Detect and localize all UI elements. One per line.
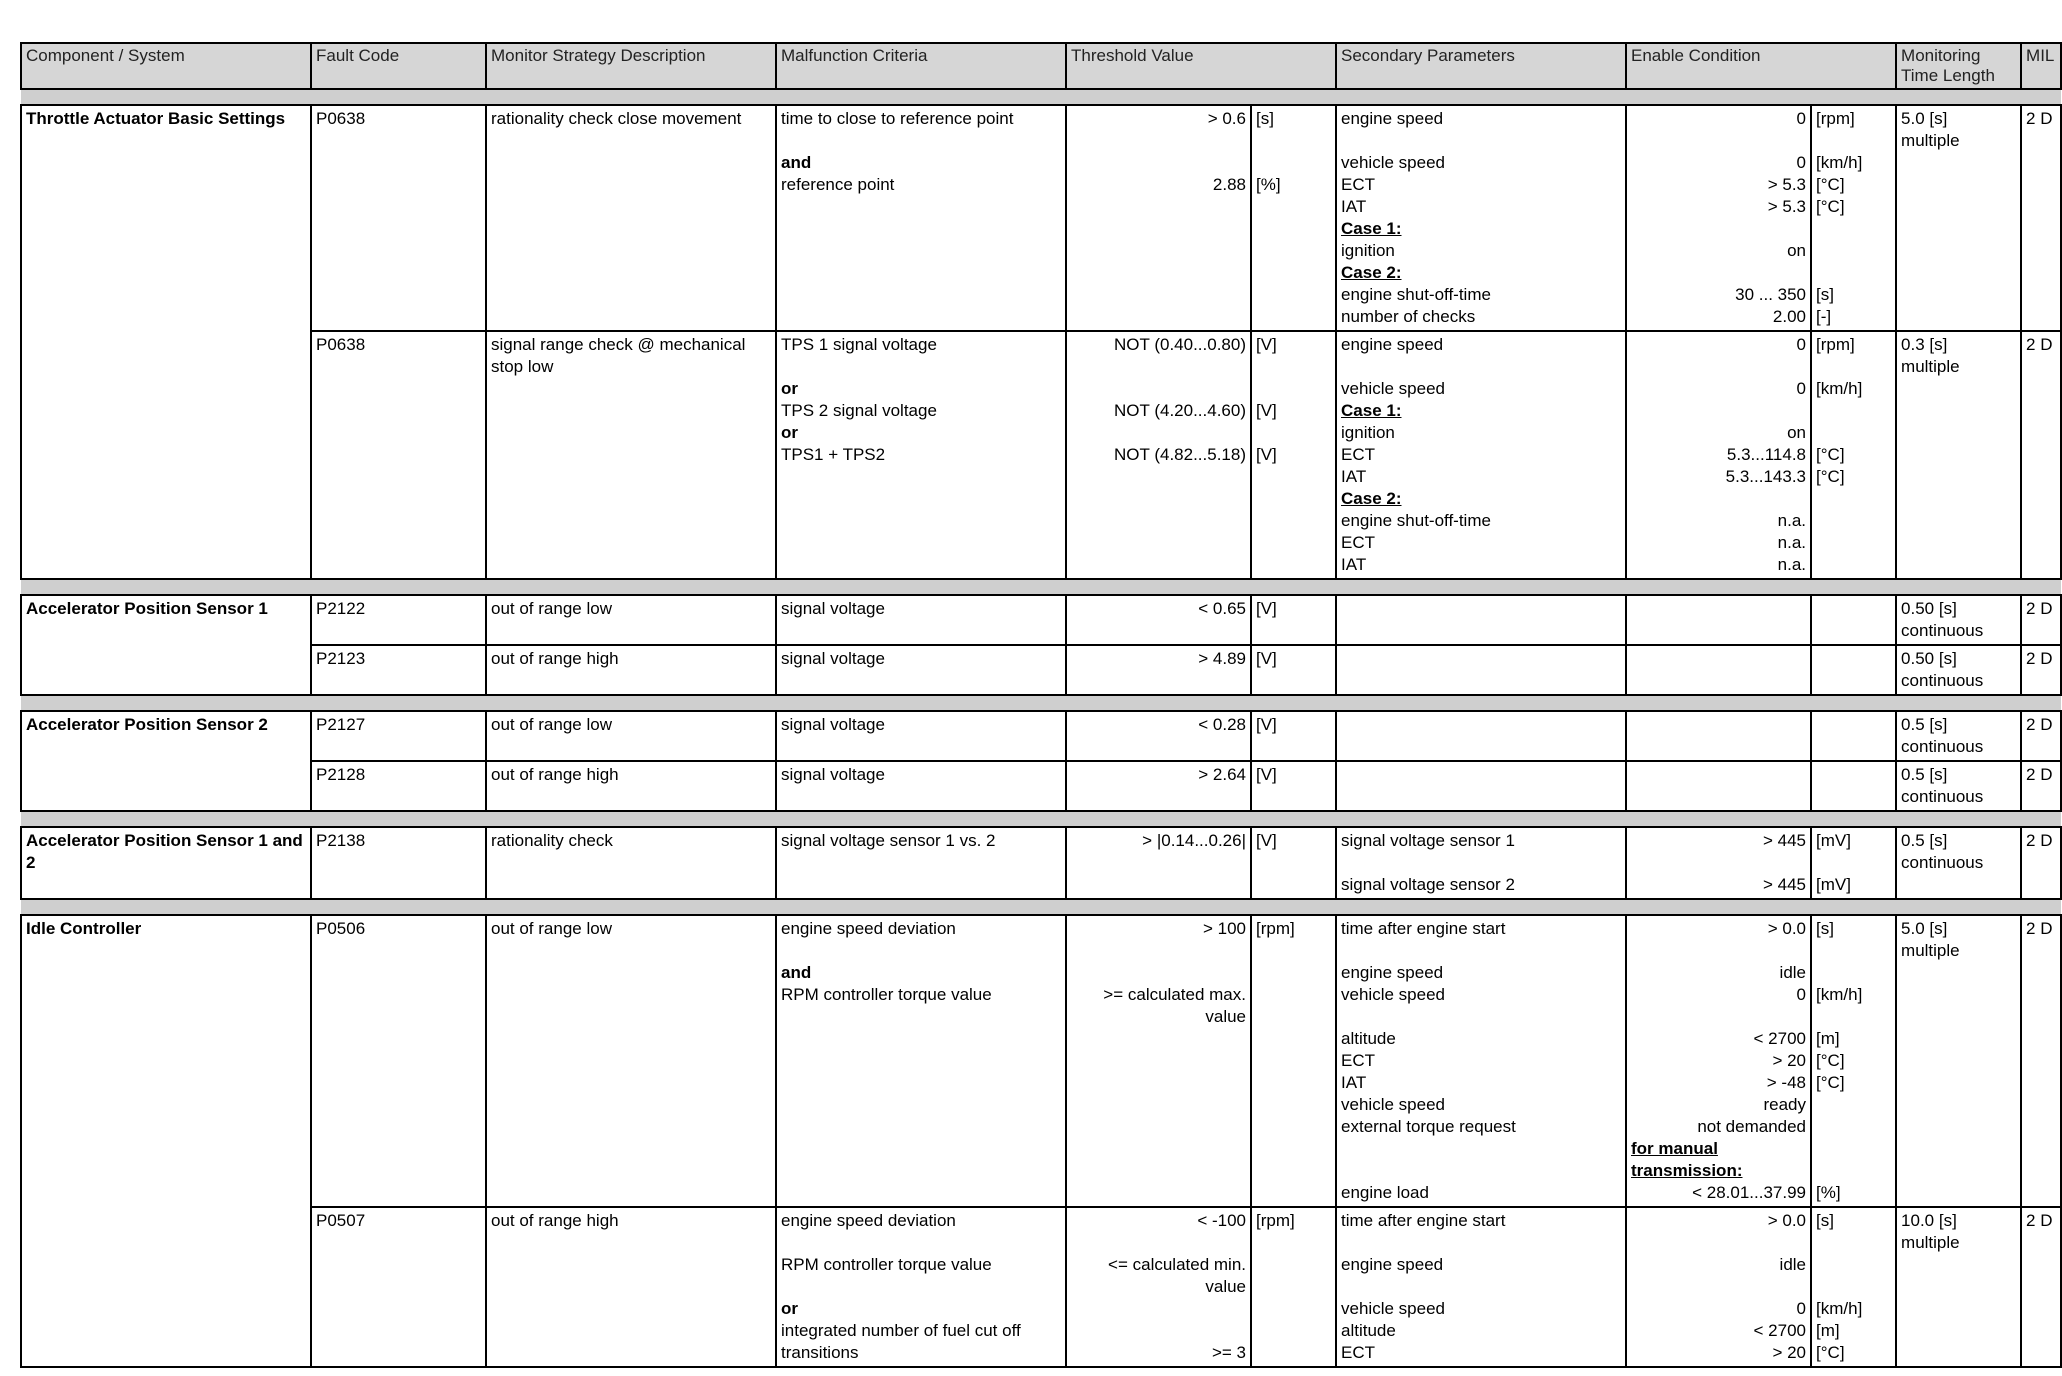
fault-code: P0506 [311, 915, 486, 1207]
mil-value: 2 D [2021, 331, 2061, 579]
malfunction-criteria: time to close to reference point and reference point [776, 105, 1066, 331]
separator [21, 89, 2061, 105]
threshold-value: < 0.65 [1066, 595, 1251, 645]
component-name: Throttle Actuator Basic Settings [21, 105, 311, 579]
obd-monitor-table [20, 42, 2062, 1368]
threshold-value: > 100 >= calculated max. value [1066, 915, 1251, 1207]
monitor-description: out of range high [486, 761, 776, 811]
component-name: Idle Controller [21, 915, 311, 1367]
table-row [21, 761, 2061, 811]
enable-condition [1626, 761, 1811, 811]
enable-unit: [rpm] [km/h] [°C] [°C] [s] [-] [1811, 105, 1896, 331]
separator [21, 579, 2061, 595]
secondary-parameters: engine speed vehicle speed Case 1: ignition ECT IAT Case 2: engine shut-off-time ECT IAT [1336, 331, 1626, 579]
monitoring-time: 5.0 [s] multiple [1896, 915, 2021, 1207]
monitoring-time: 0.3 [s] multiple [1896, 331, 2021, 579]
secondary-parameters [1336, 711, 1626, 761]
threshold-value: < 0.28 [1066, 711, 1251, 761]
header-enable: Enable Condition [1626, 43, 1896, 89]
threshold-unit: [s] [%] [1251, 105, 1336, 331]
enable-unit: [rpm] [km/h] [°C] [°C] [1811, 331, 1896, 579]
malfunction-criteria: signal voltage [776, 645, 1066, 695]
table-row [21, 645, 2061, 695]
enable-unit [1811, 595, 1896, 645]
fault-code: P0638 [311, 105, 486, 331]
secondary-parameters [1336, 595, 1626, 645]
secondary-parameters [1336, 761, 1626, 811]
monitoring-time: 10.0 [s] multiple [1896, 1207, 2021, 1367]
separator [21, 899, 2061, 915]
enable-unit [1811, 645, 1896, 695]
mil-value: 2 D [2021, 105, 2061, 331]
header-fault-code: Fault Code [311, 43, 486, 89]
fault-code: P2138 [311, 827, 486, 899]
monitoring-time: 0.5 [s] continuous [1896, 827, 2021, 899]
enable-condition [1626, 711, 1811, 761]
threshold-unit: [V] [1251, 761, 1336, 811]
table-row [21, 1207, 2061, 1367]
fault-code: P0638 [311, 331, 486, 579]
component-name: Accelerator Position Sensor 1 [21, 595, 311, 695]
malfunction-criteria: signal voltage [776, 711, 1066, 761]
monitor-description: rationality check close movement [486, 105, 776, 331]
monitor-description: out of range low [486, 915, 776, 1207]
monitoring-time: 0.5 [s] continuous [1896, 761, 2021, 811]
monitoring-time: 0.5 [s] continuous [1896, 711, 2021, 761]
mil-value: 2 D [2021, 761, 2061, 811]
separator [21, 811, 2061, 827]
malfunction-criteria: signal voltage [776, 761, 1066, 811]
threshold-unit: [rpm] [1251, 915, 1336, 1207]
table-row [21, 827, 2061, 899]
table-row [21, 915, 2061, 1207]
enable-unit [1811, 711, 1896, 761]
mil-value: 2 D [2021, 915, 2061, 1207]
separator [21, 695, 2061, 711]
threshold-unit: [V] [1251, 711, 1336, 761]
monitor-description: out of range low [486, 711, 776, 761]
mil-value: 2 D [2021, 711, 2061, 761]
threshold-value: NOT (0.40...0.80) NOT (4.20...4.60) NOT (4.82...5.18) [1066, 331, 1251, 579]
monitoring-time: 0.50 [s] continuous [1896, 595, 2021, 645]
fault-code: P2123 [311, 645, 486, 695]
enable-condition [1626, 645, 1811, 695]
secondary-parameters [1336, 645, 1626, 695]
malfunction-criteria: TPS 1 signal voltage or TPS 2 signal voltage or TPS1 + TPS2 [776, 331, 1066, 579]
monitor-description: signal range check @ mechanical stop low [486, 331, 776, 579]
header-secondary: Secondary Parameters [1336, 43, 1626, 89]
monitor-description: out of range low [486, 595, 776, 645]
fault-code: P0507 [311, 1207, 486, 1367]
threshold-unit: [V] [1251, 595, 1336, 645]
enable-unit: [mV] [mV] [1811, 827, 1896, 899]
enable-unit: [s] [km/h] [m] [°C] [1811, 1207, 1896, 1367]
malfunction-criteria: engine speed deviation and RPM controller torque value [776, 915, 1066, 1207]
mil-value: 2 D [2021, 645, 2061, 695]
enable-condition: > 445 > 445 [1626, 827, 1811, 899]
table-row [21, 595, 2061, 645]
secondary-parameters: signal voltage sensor 1 signal voltage sensor 2 [1336, 827, 1626, 899]
mil-value: 2 D [2021, 827, 2061, 899]
header-threshold: Threshold Value [1066, 43, 1336, 89]
component-name: Accelerator Position Sensor 2 [21, 711, 311, 811]
secondary-parameters: time after engine start engine speed vehicle speed altitude ECT [1336, 1207, 1626, 1367]
enable-condition [1626, 595, 1811, 645]
threshold-value: < -100 <= calculated min. value >= 3 [1066, 1207, 1251, 1367]
threshold-value: > |0.14...0.26| [1066, 827, 1251, 899]
threshold-unit: [V] [1251, 645, 1336, 695]
monitoring-time: 0.50 [s] continuous [1896, 645, 2021, 695]
monitor-description: out of range high [486, 645, 776, 695]
header-mil: MIL [2021, 43, 2061, 89]
enable-condition: 0 0 on 5.3...114.8 5.3...143.3 n.a. n.a. n.a. [1626, 331, 1811, 579]
enable-condition: > 0.0 idle 0 < 2700 > 20 > -48 ready not demanded for manual transmission: < 28.01...37.99 [1626, 915, 1811, 1207]
threshold-value: > 4.89 [1066, 645, 1251, 695]
secondary-parameters: time after engine start engine speed vehicle speed altitude ECT IAT vehicle speed external torque request engine load [1336, 915, 1626, 1207]
threshold-unit: [V] [1251, 827, 1336, 899]
fault-code: P2128 [311, 761, 486, 811]
monitor-description: rationality check [486, 827, 776, 899]
enable-condition: 0 0 > 5.3 > 5.3 on 30 ... 350 2.00 [1626, 105, 1811, 331]
table-row [21, 105, 2061, 331]
fault-code: P2127 [311, 711, 486, 761]
threshold-unit: [V] [V] [V] [1251, 331, 1336, 579]
header-monitor: Monitor Strategy Description [486, 43, 776, 89]
threshold-value: > 2.64 [1066, 761, 1251, 811]
malfunction-criteria: engine speed deviation RPM controller torque value or integrated number of fuel cut off transitions [776, 1207, 1066, 1367]
malfunction-criteria: signal voltage [776, 595, 1066, 645]
malfunction-criteria: signal voltage sensor 1 vs. 2 [776, 827, 1066, 899]
table-row [21, 331, 2061, 579]
header-component: Component / System [21, 43, 311, 89]
secondary-parameters: engine speed vehicle speed ECT IAT Case 1: ignition Case 2: engine shut-off-time number of checks [1336, 105, 1626, 331]
monitoring-time: 5.0 [s] multiple [1896, 105, 2021, 331]
header-time-length: Monitoring Time Length [1896, 43, 2021, 89]
monitor-description: out of range high [486, 1207, 776, 1367]
threshold-unit: [rpm] [1251, 1207, 1336, 1367]
header-row [21, 43, 2061, 89]
mil-value: 2 D [2021, 1207, 2061, 1367]
table-row [21, 711, 2061, 761]
enable-condition: > 0.0 idle 0 < 2700 > 20 [1626, 1207, 1811, 1367]
component-name: Accelerator Position Sensor 1 and 2 [21, 827, 311, 899]
header-malfunction: Malfunction Criteria [776, 43, 1066, 89]
enable-unit [1811, 761, 1896, 811]
mil-value: 2 D [2021, 595, 2061, 645]
threshold-value: > 0.6 2.88 [1066, 105, 1251, 331]
fault-code: P2122 [311, 595, 486, 645]
enable-unit: [s] [km/h] [m] [°C] [°C] [%] [1811, 915, 1896, 1207]
